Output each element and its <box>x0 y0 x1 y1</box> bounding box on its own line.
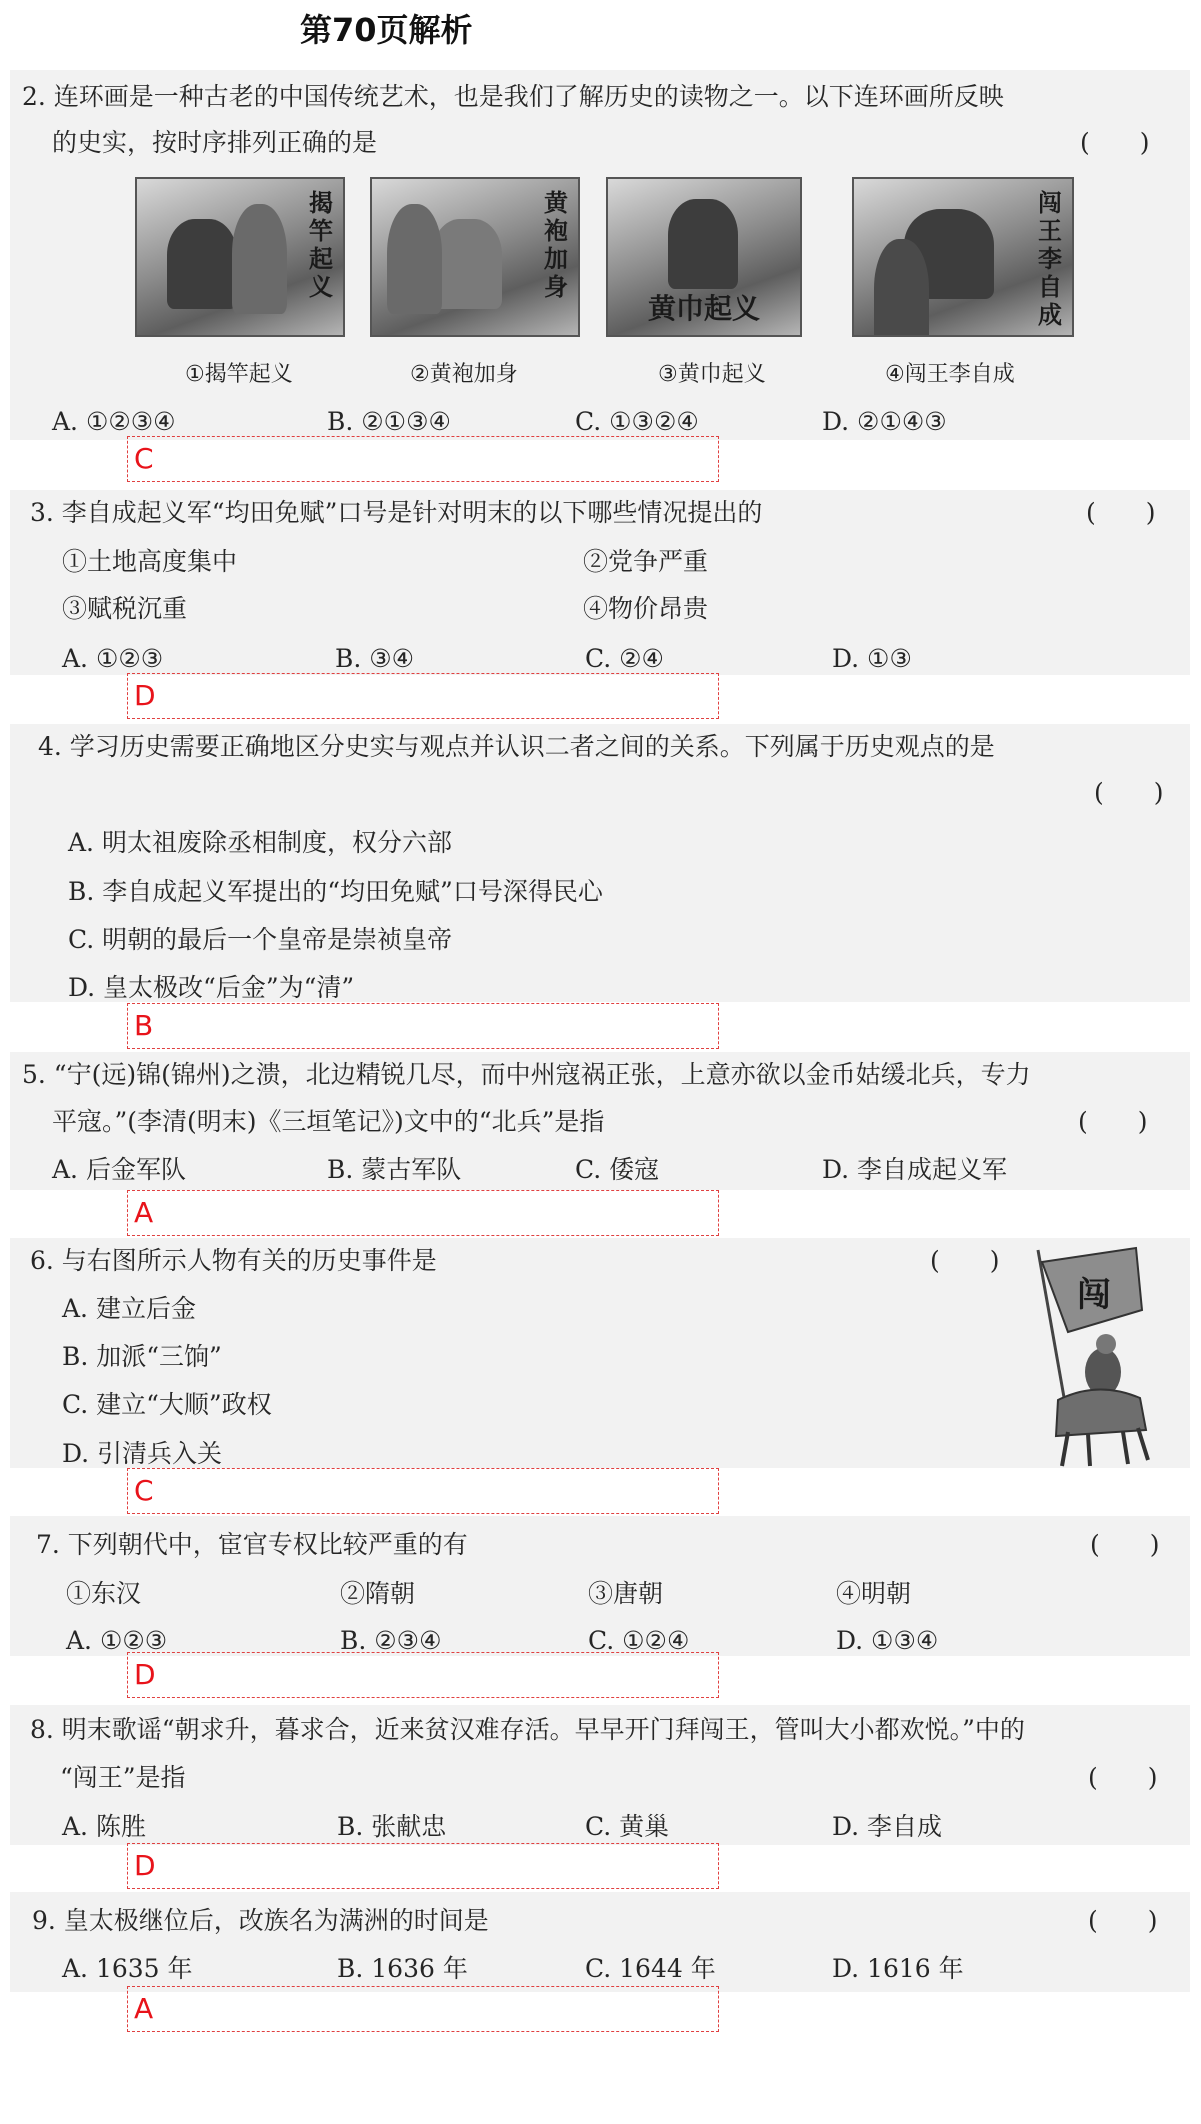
answer-box <box>127 1843 719 1889</box>
answer-box <box>127 436 719 482</box>
answer-text: C <box>134 442 154 475</box>
comic-caption-4: ④闯王李自成 <box>885 362 1015 387</box>
statement-3: ③赋税沉重 <box>62 594 188 623</box>
comic-image-2 <box>370 177 580 337</box>
question-3-stem: 3. 李自成起义军“均田免赋”口号是针对明末的以下哪些情况提出的 <box>30 498 763 527</box>
option-b: B. ②③④ <box>340 1626 442 1655</box>
flag-character: 闯 <box>1077 1275 1111 1315</box>
comic-caption-1: ①揭竿起义 <box>185 362 293 387</box>
statement-4: ④物价昂贵 <box>583 594 709 623</box>
option-c: C. 倭寇 <box>575 1155 660 1184</box>
option-b: B. ③④ <box>335 644 415 673</box>
answer-text: D <box>134 679 156 712</box>
option-d: D. ①③④ <box>836 1626 939 1655</box>
answer-paren: ( ) <box>1090 1530 1160 1559</box>
option-c: C. ①②④ <box>588 1626 690 1655</box>
option-a: A. 建立后金 <box>62 1294 196 1323</box>
option-d: D. 1616 年 <box>832 1954 964 1983</box>
comic-title: 揭竿起义 <box>309 188 333 301</box>
comic-caption-3: ③黄巾起义 <box>658 362 766 387</box>
option-a: A. 后金军队 <box>52 1155 186 1184</box>
question-8-line-2: “闯王”是指 <box>60 1763 186 1792</box>
answer-text: B <box>134 1009 154 1042</box>
warrior-on-horse-image <box>1028 1240 1156 1470</box>
answer-paren: ( ) <box>1078 1107 1148 1136</box>
statement-2: ②隋朝 <box>340 1579 416 1608</box>
option-b: B. 1636 年 <box>337 1954 468 1983</box>
question-4-scan <box>10 724 1190 1002</box>
option-b: B. 加派“三饷” <box>62 1342 222 1371</box>
question-7-stem: 7. 下列朝代中，宦官专权比较严重的有 <box>36 1530 468 1559</box>
option-a: A. ①②③ <box>66 1626 168 1655</box>
answer-box <box>127 1190 719 1236</box>
statement-1: ①土地高度集中 <box>62 547 238 576</box>
question-5-line-1: 5. “宁(远)锦(锦州)之溃，北边精锐几尽，而中州寇祸正张，上意亦欲以金币姑缓北兵，专力 <box>22 1060 1031 1089</box>
question-8-line-1: 8. 明末歌谣“朝求升，暮求合，近来贫汉难存活。早早开门拜闯王，管叫大小都欢悦。”中的 <box>30 1715 1025 1744</box>
option-d: D. 李自成起义军 <box>822 1155 1008 1184</box>
option-c: C. 明朝的最后一个皇帝是崇祯皇帝 <box>68 925 453 954</box>
statement-4: ④明朝 <box>836 1579 912 1608</box>
option-c: C. 黄巢 <box>585 1812 670 1841</box>
answer-paren: ( ) <box>1094 778 1164 807</box>
answer-box <box>127 1652 719 1698</box>
answer-paren: ( ) <box>1088 1906 1158 1935</box>
comic-title: 黄袍加身 <box>544 188 568 301</box>
answer-text: D <box>134 1658 156 1691</box>
comic-title: 黄巾起义 <box>648 292 761 325</box>
question-2-line-2: 的史实，按时序排列正确的是 <box>52 128 378 157</box>
comic-image-1 <box>135 177 345 337</box>
statement-2: ②党争严重 <box>583 547 709 576</box>
option-c: C. ②④ <box>585 644 664 673</box>
question-4-stem: 4. 学习历史需要正确地区分史实与观点并认识二者之间的关系。下列属于历史观点的是 <box>38 732 995 761</box>
page-title: 第70页解析 <box>300 11 473 49</box>
answer-paren: ( ) <box>930 1246 1000 1275</box>
option-d: D. ①③ <box>832 644 912 673</box>
answer-paren: ( ) <box>1086 498 1156 527</box>
question-5-line-2: 平寇。”(李清(明末)《三垣笔记》)文中的“北兵”是指 <box>52 1107 605 1136</box>
answer-paren: ( ) <box>1088 1763 1158 1792</box>
option-a: A. 1635 年 <box>62 1954 193 1983</box>
option-b: B. 李自成起义军提出的“均田免赋”口号深得民心 <box>68 877 603 906</box>
option-d: D. 李自成 <box>832 1812 943 1841</box>
comic-caption-2: ②黄袍加身 <box>410 362 518 387</box>
answer-box <box>127 1003 719 1049</box>
answer-text: A <box>134 1992 154 2025</box>
statement-3: ③唐朝 <box>588 1579 664 1608</box>
answer-box <box>127 1468 719 1514</box>
answer-box <box>127 1986 719 2032</box>
option-a: A. ①②③ <box>62 644 164 673</box>
option-b: B. 张献忠 <box>337 1812 447 1841</box>
comic-title: 闯王李自成 <box>1038 188 1062 329</box>
question-6-stem: 6. 与右图所示人物有关的历史事件是 <box>30 1246 437 1275</box>
option-c: C. ①③②④ <box>575 407 699 436</box>
option-b: B. 蒙古军队 <box>327 1155 462 1184</box>
option-a: A. 明太祖废除丞相制度，权分六部 <box>68 828 452 857</box>
option-d: D. 引清兵入关 <box>62 1439 223 1468</box>
option-a: A. 陈胜 <box>62 1812 146 1841</box>
question-9-stem: 9. 皇太极继位后，改族名为满洲的时间是 <box>32 1906 489 1935</box>
answer-text: C <box>134 1474 154 1507</box>
answer-box <box>127 673 719 719</box>
statement-1: ①东汉 <box>66 1579 142 1608</box>
option-c: C. 建立“大顺”政权 <box>62 1390 272 1419</box>
option-c: C. 1644 年 <box>585 1954 716 1983</box>
answer-paren: ( ) <box>1080 128 1150 157</box>
option-d: D. 皇太极改“后金”为“清” <box>68 973 355 1002</box>
option-a: A. ①②③④ <box>52 407 176 436</box>
option-d: D. ②①④③ <box>822 407 947 436</box>
option-b: B. ②①③④ <box>327 407 451 436</box>
comic-image-3 <box>606 177 802 337</box>
answer-text: A <box>134 1196 154 1229</box>
answer-text: D <box>134 1849 156 1882</box>
question-2-line-1: 2. 连环画是一种古老的中国传统艺术，也是我们了解历史的读物之一。以下连环画所反映 <box>22 82 1004 111</box>
comic-image-4 <box>852 177 1074 337</box>
